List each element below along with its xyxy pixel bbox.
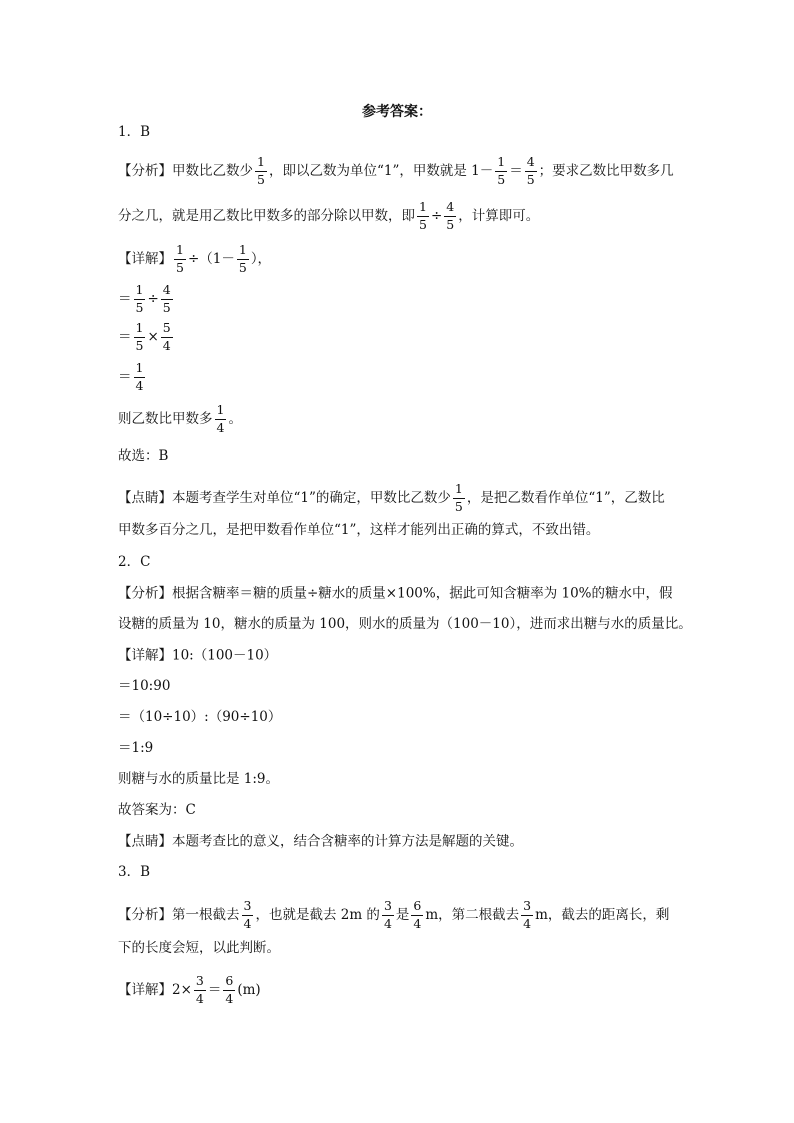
q2-comment: 【点睛】本题考查比的意义，结合含糖率的计算方法是解题的关键。 xyxy=(118,833,523,850)
q1-detail-line-2: ＝ $\frac{1}{5}$ ÷ $\frac{4}{5}$ xyxy=(118,282,171,315)
fraction: $\frac{4}{5}$ xyxy=(162,282,171,315)
q1-analysis-line-2: 分之几，就是用乙数比甲数多的部分除以甲数，即 $\frac{1}{5}$ ÷ $\frac{4}{5}$ ，计算即可。 xyxy=(118,199,540,232)
comment-label: 【点睛】 xyxy=(118,490,172,506)
q1-number: 1．B xyxy=(118,124,151,140)
fraction: $\frac{3}{4}$ xyxy=(243,898,252,931)
q2-conclusion: 则糖与水的质量比是 1:9。 xyxy=(118,771,280,787)
q1-comment-line-2: 甲数多百分之几，是把甲数看作单位“1”，这样才能列出正确的算式，不致出错。 xyxy=(118,522,600,538)
detail-label: 【详解】 xyxy=(118,982,172,998)
fraction: $\frac{1}{5}$ xyxy=(454,481,463,514)
q1-analysis-text: ，即以乙数为单位“1”，甲数就是 1－ xyxy=(268,163,494,179)
fraction: $\frac{3}{4}$ xyxy=(195,973,204,1006)
fraction: $\frac{1}{5}$ xyxy=(135,282,144,315)
fraction: $\frac{6}{4}$ xyxy=(225,973,234,1006)
fraction: $\frac{4}{5}$ xyxy=(446,199,455,232)
q2-analysis-line-2: 设糖的质量为 10，糖水的质量为 100，则水的质量为（100－10），进而求出糖与水的质量比。 xyxy=(118,616,692,632)
q3-number: 3．B xyxy=(118,864,151,880)
q2-detail-line-2: ＝10:90 xyxy=(118,678,171,694)
q1-analysis-line-1: 【分析】甲数比乙数少 $\frac{1}{5}$ ，即以乙数为单位“1”，甲数就是 1－ $\frac{1}{5}$ ＝ $\frac{4}{5}$ ；要求乙数比甲数多几 xyxy=(118,154,674,187)
fraction: $\frac{1}{5}$ xyxy=(257,154,265,187)
q2-choice: 故答案为：C xyxy=(118,802,196,818)
analysis-label: 【分析】 xyxy=(118,163,172,179)
fraction: $\frac{1}{5}$ xyxy=(238,242,247,275)
detail-label: 【详解】 xyxy=(118,647,172,664)
analysis-label: 【分析】 xyxy=(118,907,172,923)
q3-analysis-line-2: 下的长度会短，以此判断。 xyxy=(118,940,280,956)
fraction: $\frac{4}{5}$ xyxy=(526,154,535,187)
fraction: $\frac{6}{4}$ xyxy=(413,898,422,931)
q1-detail-line-3: ＝ $\frac{1}{5}$ × $\frac{5}{4}$ xyxy=(118,320,171,353)
detail-label: 【详解】 xyxy=(118,251,172,267)
page-title: 参考答案： xyxy=(362,104,432,120)
fraction: $\frac{1}{5}$ xyxy=(135,320,144,353)
q1-conclusion: 则乙数比甲数多 $\frac{1}{4}$ 。 xyxy=(118,402,242,435)
fraction: $\frac{1}{5}$ xyxy=(176,242,184,275)
q2-detail-line-3: ＝（10÷10）:（90÷10） xyxy=(118,709,282,725)
fraction: $\frac{3}{4}$ xyxy=(523,898,532,931)
q1-choice: 故选：B xyxy=(118,448,169,464)
analysis-label: 【分析】 xyxy=(118,585,172,602)
fraction: $\frac{1}{4}$ xyxy=(135,360,144,393)
q2-analysis-line-1: 【分析】根据含糖率＝糖的质量÷糖水的质量×100%，据此可知含糖率为 10%的糖水中，假 xyxy=(118,585,673,602)
q3-analysis-line-1: 【分析】第一根截去 $\frac{3}{4}$ ，也就是截去 2m 的 $\frac{3}{4}$ 是 $\frac{6}{4}$ m，第二根截去 $\frac{3}{4}$ m，截去的距离长，剩 xyxy=(118,898,670,931)
comment-label: 【点睛】 xyxy=(118,833,172,850)
q2-detail-line-4: ＝1:9 xyxy=(118,740,154,756)
fraction: $\frac{3}{4}$ xyxy=(383,898,392,931)
q3-detail-line-1: 【详解】2× $\frac{3}{4}$ ＝ $\frac{6}{4}$ (m) xyxy=(118,973,261,1006)
q2-number: 2．C xyxy=(118,554,151,570)
q1-analysis-text: 甲数比乙数少 xyxy=(172,163,253,179)
q1-detail-line-4: ＝ $\frac{1}{4}$ xyxy=(118,360,144,393)
fraction: $\frac{1}{5}$ xyxy=(497,154,506,187)
q2-detail-line-1: 【详解】10:（100－10） xyxy=(118,647,278,664)
q1-analysis-text: ；要求乙数比甲数多几 xyxy=(538,163,674,179)
q1-comment-line-1: 【点睛】本题考查学生对单位“1”的确定，甲数比乙数少 $\frac{1}{5}$ ，是把乙数看作单位“1”，乙数比 xyxy=(118,481,665,514)
fraction: $\frac{1}{5}$ xyxy=(419,199,427,232)
fraction: $\frac{5}{4}$ xyxy=(162,320,171,353)
fraction: $\frac{1}{4}$ xyxy=(216,402,225,435)
q1-detail-line-1: 【详解】 $\frac{1}{5}$ ÷（1－ $\frac{1}{5}$ ）， xyxy=(118,242,272,275)
